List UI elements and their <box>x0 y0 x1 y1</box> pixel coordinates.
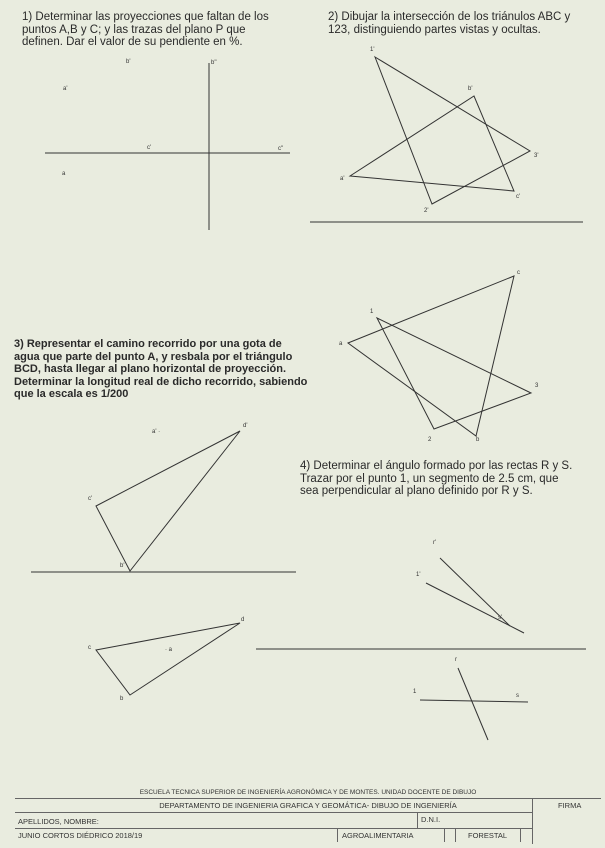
footer-forestal-divider <box>455 828 456 842</box>
problem-2-elevation-drawing <box>310 47 583 222</box>
footer-firma-divider <box>532 798 533 844</box>
footer-divider-2 <box>15 812 532 813</box>
problem-2-line-2: 123, distinguiendo partes vistas y ocultas. <box>328 23 541 36</box>
p2-plan-label-2: 2 <box>428 437 432 443</box>
p2-plan-label-c: c <box>517 270 520 276</box>
footer-dni-divider <box>417 812 418 828</box>
footer-forestal: FORESTAL <box>468 831 508 840</box>
footer-firma: FIRMA <box>558 801 582 810</box>
footer-department: DEPARTAMENTO DE INGENIERIA GRAFICA Y GEOMÁTICA- DIBUJO DE INGENIERÍA <box>159 801 457 810</box>
problem-3-line-4: Determinar la longitud real de dicho recorrido, sabiendo <box>14 375 308 388</box>
p3-label-d1: d <box>241 617 245 623</box>
p2-label-c: c' <box>516 194 521 200</box>
p3-label-a1: · a <box>165 647 173 653</box>
p4-label-s1: s <box>516 693 519 699</box>
p3-plan-triangle-bcd <box>96 623 240 695</box>
p2-triangle-abc <box>350 96 514 191</box>
p1-label-b1: b' <box>126 59 131 65</box>
p3-label-c1: c <box>88 645 91 651</box>
problem-3-drawing <box>31 423 296 702</box>
footer-agroalimentaria: AGROALIMENTARIA <box>342 831 414 840</box>
footer-forestal-check-box[interactable] <box>520 828 521 842</box>
problem-4-line-3: sea perpendicular al plano definido por R y S. <box>300 485 533 497</box>
p1-label-c2: c'' <box>278 146 284 152</box>
p4-label-1p: 1' <box>416 572 421 578</box>
p1-label-b2: b'' <box>211 60 217 66</box>
p2-label-2: 2' <box>424 208 429 214</box>
problem-1-line-1: 1) Determinar las proyecciones que faltan de los <box>22 11 269 23</box>
footer-dni-label: D.N.I. <box>421 815 441 824</box>
p2-label-1: 1' <box>370 47 375 53</box>
problem-2-plan-drawing <box>339 270 539 443</box>
p3-label-b2: b' <box>120 563 125 569</box>
p1-label-a2: a' <box>63 86 68 92</box>
problem-2-line-1: 2) Dibujar la intersección de los triánulos ABC y <box>328 11 571 23</box>
p2-label-b: b' <box>468 86 473 92</box>
problem-4-line-1: 4) Determinar el ángulo formado por las rectas R y S. <box>300 460 573 472</box>
p2-plan-label-1: 1 <box>370 309 374 315</box>
footer-agro-check-box[interactable] <box>444 828 445 842</box>
footer-school: ESCUELA TECNICA SUPERIOR DE INGENIERÍA AGRONÓMICA Y DE MONTES. UNIDAD DOCENTE DE DIBUJO <box>139 789 477 796</box>
footer-exam-title: JUNIO CORTOS DIÉDRICO 2018/19 <box>18 831 143 840</box>
p4-line-r-plan <box>458 668 488 740</box>
p4-line-s-elevation <box>426 583 524 633</box>
problem-1-drawing <box>45 59 290 230</box>
p4-line-s-plan <box>420 700 528 702</box>
p2-plan-label-b: b <box>476 437 480 443</box>
p1-label-c1: c' <box>147 145 152 151</box>
p2-plan-triangle-123 <box>377 318 531 429</box>
p2-plan-label-3: 3 <box>535 383 539 389</box>
p2-plan-triangle-abc <box>348 276 514 436</box>
p3-label-b1: b <box>120 696 124 702</box>
problem-3-line-2: agua que parte del punto A, y resbala por el triángulo <box>14 350 293 363</box>
p3-label-c2: c' <box>88 496 93 502</box>
p2-label-a: a' <box>340 176 345 182</box>
problem-1-line-2: puntos A,B y C; y las trazas del plano P que <box>22 23 246 36</box>
footer-apellidos-label: APELLIDOS, NOMBRE: <box>18 817 99 826</box>
p2-plan-label-a: a <box>339 341 343 347</box>
problem-3-line-5: que la escala es 1/200 <box>14 388 129 400</box>
footer-divider-1 <box>15 798 601 799</box>
problem-3-line-1: 3) Representar el camino recorrido por una gota de <box>14 338 282 350</box>
p3-label-a2: a' · <box>152 429 161 435</box>
p4-label-r1: r <box>455 657 457 663</box>
p4-label-1: 1 <box>413 689 417 695</box>
p2-triangle-123 <box>375 57 530 204</box>
problem-1-line-3: definen. Dar el valor de su pendiente en %. <box>22 36 243 48</box>
footer-agro-divider <box>337 828 338 842</box>
p4-label-s2: s' <box>498 615 503 621</box>
p3-elevation-triangle-bcd <box>96 431 240 571</box>
p4-label-r2: r' <box>433 540 437 546</box>
problem-4-drawing <box>256 540 586 740</box>
p2-label-3: 3' <box>534 153 539 159</box>
problem-4-line-2: Trazar por el punto 1, un segmento de 2.5 cm, que <box>300 472 559 485</box>
p3-label-d2: d' <box>243 423 248 429</box>
problem-3-line-3: BCD, hasta llegar al plano horizontal de proyección. <box>14 363 286 375</box>
p1-label-a1: a <box>62 171 66 177</box>
